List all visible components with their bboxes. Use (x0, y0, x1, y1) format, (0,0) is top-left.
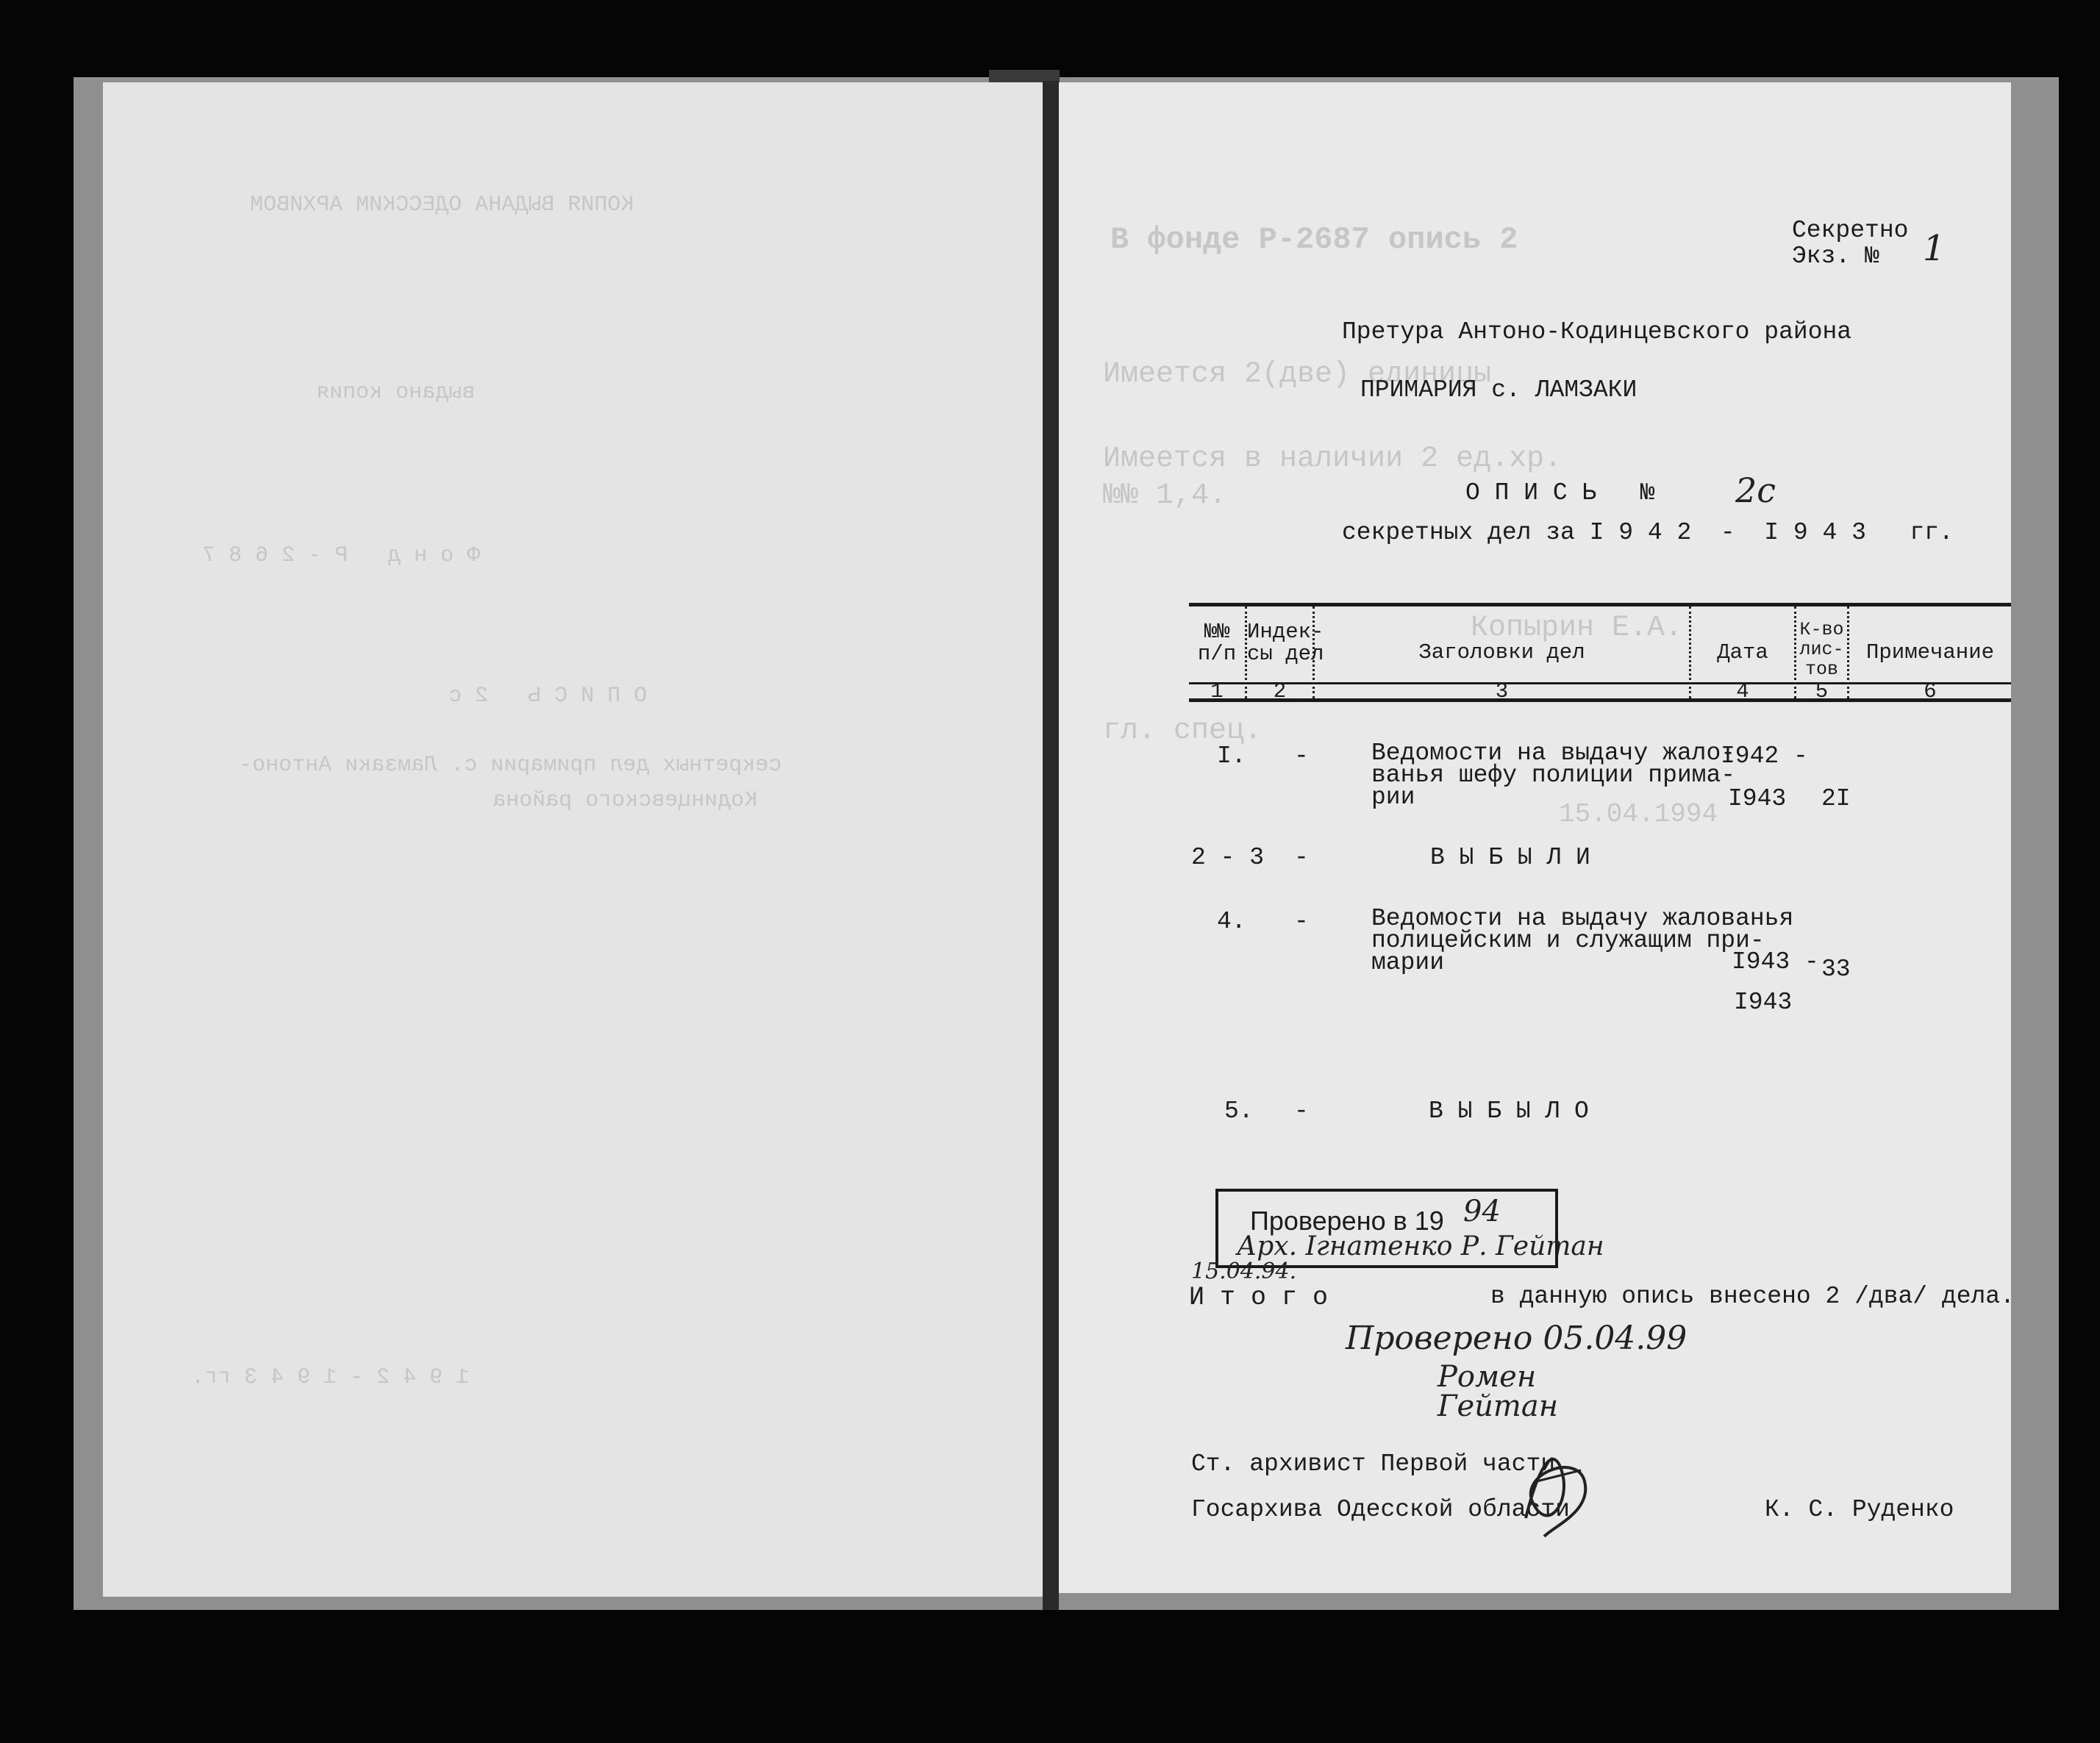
row-num: I. (1217, 742, 1246, 770)
org-name: Претура Антоно-Кодинцевского района (1342, 318, 1852, 346)
row-date-end: I943 (1734, 989, 1793, 1016)
ghost-line: КОПИЯ ВЫДАНА ОДЕССКИМ АРХИВОМ (250, 193, 635, 218)
ghost-line: Кодинцевского района (493, 788, 758, 813)
row-num: 4. (1217, 908, 1246, 935)
ghost-line: 1 9 4 2 - 1 9 4 3 гг. (191, 1365, 470, 1390)
row-title: Ведомости на выдачу жалованья полицейским и служащим при- марии (1371, 905, 1794, 976)
row-num: 2 - 3 (1191, 844, 1265, 871)
secrecy-label: Секретно (1792, 217, 1909, 244)
row-num: 5. (1224, 1098, 1254, 1125)
signature-scribble (1511, 1430, 1599, 1540)
total-label: И т о г о (1189, 1283, 1329, 1312)
row-index: - (1294, 1098, 1309, 1125)
inventory-subtitle: секретных дел за I 9 4 2 - I 9 4 3 гг. (1342, 519, 1954, 546)
ghost-line: Имеется 2(две) единицы (1103, 358, 1492, 391)
col-number: 6 (1924, 679, 1937, 704)
header-num: №№ п/п (1197, 620, 1237, 666)
header-title: Заголовки дел (1418, 640, 1585, 665)
ghost-line: Имеется в наличии 2 ед.хр. (1103, 443, 1562, 476)
ghost-line: 15.04.1994 (1559, 799, 1718, 829)
stamp-signature: Арх. Ігнатенко Р. Гейтан (1237, 1231, 1604, 1261)
header-note: Примечание (1865, 640, 1995, 665)
header-index: Индек- сы дел (1247, 620, 1324, 666)
stamp-year: 94 (1463, 1195, 1501, 1228)
ghost-line: О П И С Ь 2 с (449, 684, 648, 709)
footer-name: К. С. Руденко (1765, 1496, 1954, 1523)
col-number: 2 (1273, 679, 1287, 704)
check-note: Проверено 05.04.99 (1346, 1320, 1688, 1357)
col-number: 4 (1736, 679, 1749, 704)
col-number: 3 (1495, 679, 1509, 704)
row-date-start: I942 - (1721, 742, 1808, 770)
row-title: В Ы Б Ы Л О (1429, 1098, 1589, 1125)
header-date: Дата (1717, 640, 1768, 665)
copy-number: 1 (1923, 228, 1946, 269)
row-index: - (1294, 844, 1309, 871)
copy-label: Экз. № (1792, 243, 1879, 270)
col-number: 5 (1815, 679, 1829, 704)
ghost-line: Ф о н д Р - 2 6 8 7 (202, 543, 481, 568)
inventory-number: 2с (1735, 470, 1776, 510)
check-signature: Ромен (1438, 1360, 1537, 1394)
footer-position-2: Госархива Одесской области (1191, 1496, 1570, 1523)
ghost-line: №№ 1,4. (1103, 479, 1227, 512)
ghost-line: секретных дел примарии с. Ламзаки Антоно- (239, 753, 782, 778)
subject-name: ПРИМАРИЯ с. ЛАМЗАКИ (1360, 376, 1638, 404)
inventory-title: О П И С Ь № (1465, 479, 1655, 507)
left-page (103, 82, 1043, 1597)
row-sheets: 33 (1821, 956, 1851, 983)
check-signature-2: Гейтан (1438, 1389, 1559, 1423)
row-date-start: I943 - (1732, 948, 1819, 976)
ghost-line: Копырин Е.А. (1471, 612, 1683, 645)
footer-position-1: Ст. архивист Первой части (1191, 1450, 1556, 1478)
header-sheets: К-во лис- тов (1799, 619, 1844, 680)
stamp-date: 15.04.94. (1191, 1259, 1297, 1284)
ghost-line: выдано копия (316, 380, 476, 405)
total-text: в данную опись внесено 2 /два/ дела. (1490, 1283, 2015, 1310)
ghost-line: В фонде Р-2687 опись 2 (1110, 222, 1518, 257)
ghost-line: гл. спец. (1103, 715, 1262, 748)
row-date-end: I943 (1728, 785, 1787, 812)
row-title: Ведомости на выдачу жало- ванья шефу полиции прима- рии (1371, 740, 1736, 811)
page-gutter (1043, 81, 1059, 1610)
row-index: - (1294, 908, 1309, 935)
row-sheets: 2I (1821, 785, 1851, 812)
stamp-printed-text: Проверено в 19 (1250, 1206, 1444, 1236)
row-title: В Ы Б Ы Л И (1430, 844, 1590, 871)
col-number: 1 (1210, 679, 1224, 704)
row-index: - (1294, 742, 1309, 770)
